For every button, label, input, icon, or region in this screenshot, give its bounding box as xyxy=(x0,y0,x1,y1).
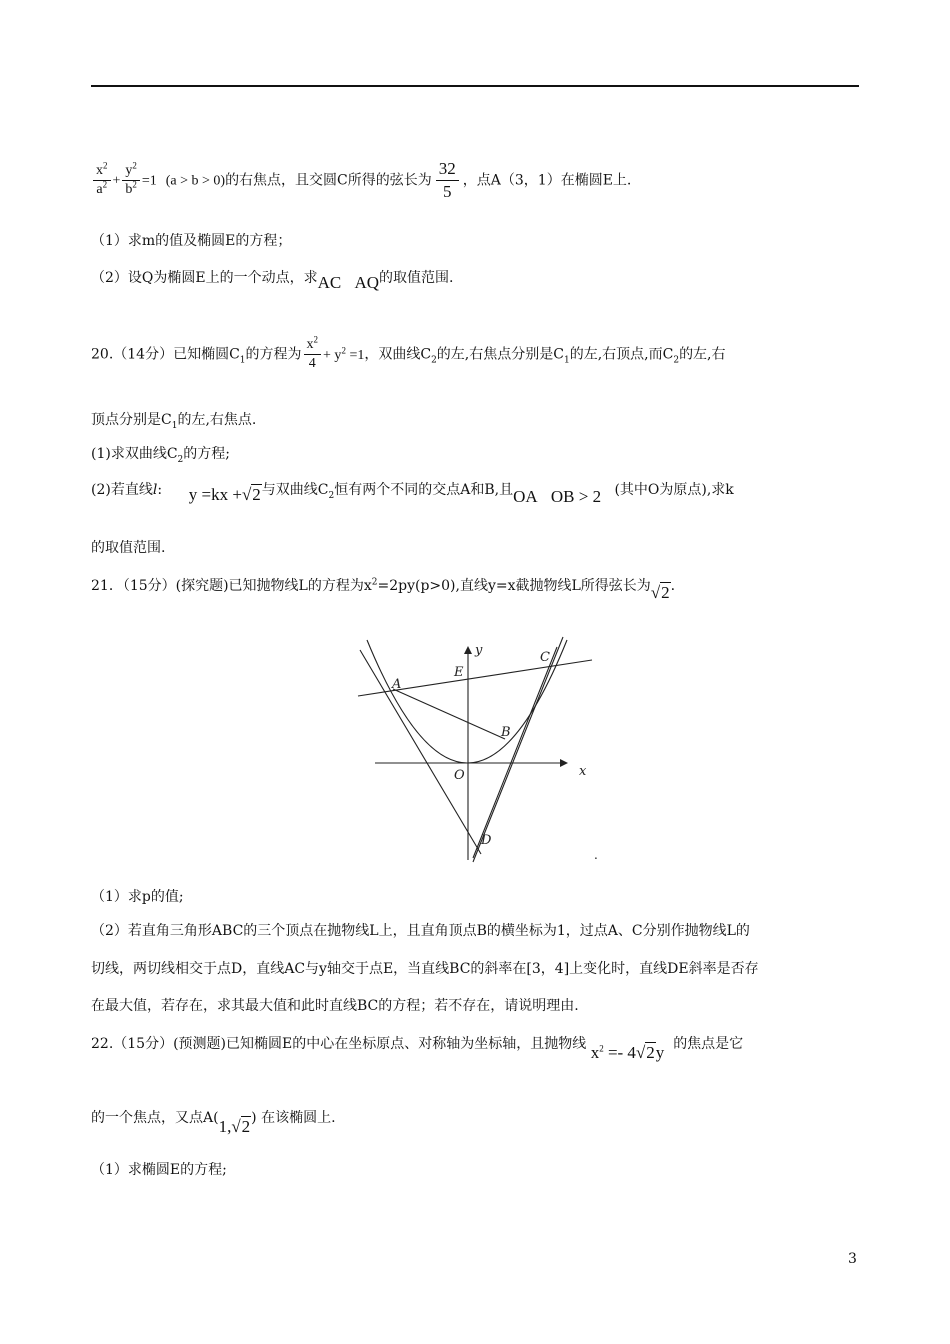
p21-q2-line2: 切线，两切线相交于点D，直线AC与y轴交于点E，当直线BC的斜率在[3，4]上变化时，直线DE斜率是否存 xyxy=(91,961,759,977)
header-rule xyxy=(91,85,859,87)
p22-q1: （1）求椭圆E的方程; xyxy=(91,1162,227,1178)
chord-length-frac: $\frac{32}{5}$ xyxy=(436,158,459,203)
label-c: C xyxy=(540,650,550,665)
p20-frac: $\frac{x^2}{4}$ xyxy=(304,336,322,373)
label-x: x xyxy=(579,764,587,779)
page-number: 3 xyxy=(848,1251,857,1267)
label-b: B xyxy=(501,725,511,740)
p20-q1: (1)求双曲线$C_2$的方程; xyxy=(91,446,230,465)
p22-line2: 的一个焦点，又点A(1,√2) 在该椭圆上. xyxy=(91,1110,336,1136)
p22-head: 22.（15分）(预测题)已知椭圆E的中心在坐标原点、对称轴为坐标轴，且抛物线 $x^2 =- 4√2y$ 的焦点是它 xyxy=(91,1036,744,1062)
p19-continuation: $\frac{x^2}{a^2}$ + $\frac{y^2}{b^2}$ =1 (a > b > 0)的右焦点，且交圆C所得的弦长为 $\frac{32}{5}$ ，点A（3，1）在椭圆E上. xyxy=(91,158,631,203)
ellipse-frac-x: $\frac{x^2}{a^2}$ xyxy=(93,162,111,199)
label-y: y xyxy=(475,643,483,658)
ellipse-frac-y: $\frac{y^2}{b^2}$ xyxy=(122,162,140,199)
p20-q2-tail: 的取值范围. xyxy=(91,540,166,556)
line-bc xyxy=(473,647,557,858)
parabola-figure xyxy=(355,632,595,864)
label-d: D xyxy=(481,833,492,848)
p20-line2: 顶点分别是$C_1$的左,右焦点. xyxy=(91,412,257,431)
label-o: O xyxy=(454,768,465,783)
y-axis-arrow xyxy=(464,646,472,654)
q19-part1: （1）求m的值及椭圆E的方程； xyxy=(91,233,292,249)
vector-expr: AC􏰀AQ xyxy=(317,273,380,292)
p20-head: 20.（14分）已知椭圆$C_1$的方程为 $\frac{x^2}{4}$ + $y^2 =1$，双曲线$C_2$的左,右焦点分别是$C_1$的左,右顶点,而$C_2$的左,右 xyxy=(91,334,726,371)
label-a: A xyxy=(392,677,402,692)
x-axis-arrow xyxy=(560,759,568,767)
q19-part2: （2）设Q为椭圆E上的一个动点，求AC􏰀AQ的取值范围. xyxy=(91,270,454,292)
p21-head: 21．（15分）(探究题)已知抛物线L的方程为$x^2=2py(p>0)$,直线y=x截抛物线L所得弦长为√2. xyxy=(91,577,676,602)
tangent-a xyxy=(360,650,481,854)
p20-q2: (2)若直线l: y =kx +√2与双曲线$C_2$恒有两个不同的交点A和B,且OA􏰀OB > 2 (其中O为原点),求k xyxy=(91,482,734,506)
tangent-c xyxy=(473,637,563,862)
figure-trailing-dot: . xyxy=(594,848,598,862)
p21-q2-line1: （2）若直角三角形ABC的三个顶点在抛物线L上，且直角顶点B的横坐标为1，过点A、C分别作抛物线L的 xyxy=(91,923,750,939)
p21-q1: （1）求p的值; xyxy=(91,889,184,905)
p21-q2-line3: 在最大值，若存在，求其最大值和此时直线BC的方程；若不存在，请说明理由. xyxy=(91,998,579,1014)
line-ab xyxy=(393,689,505,739)
label-e: E xyxy=(454,665,464,680)
